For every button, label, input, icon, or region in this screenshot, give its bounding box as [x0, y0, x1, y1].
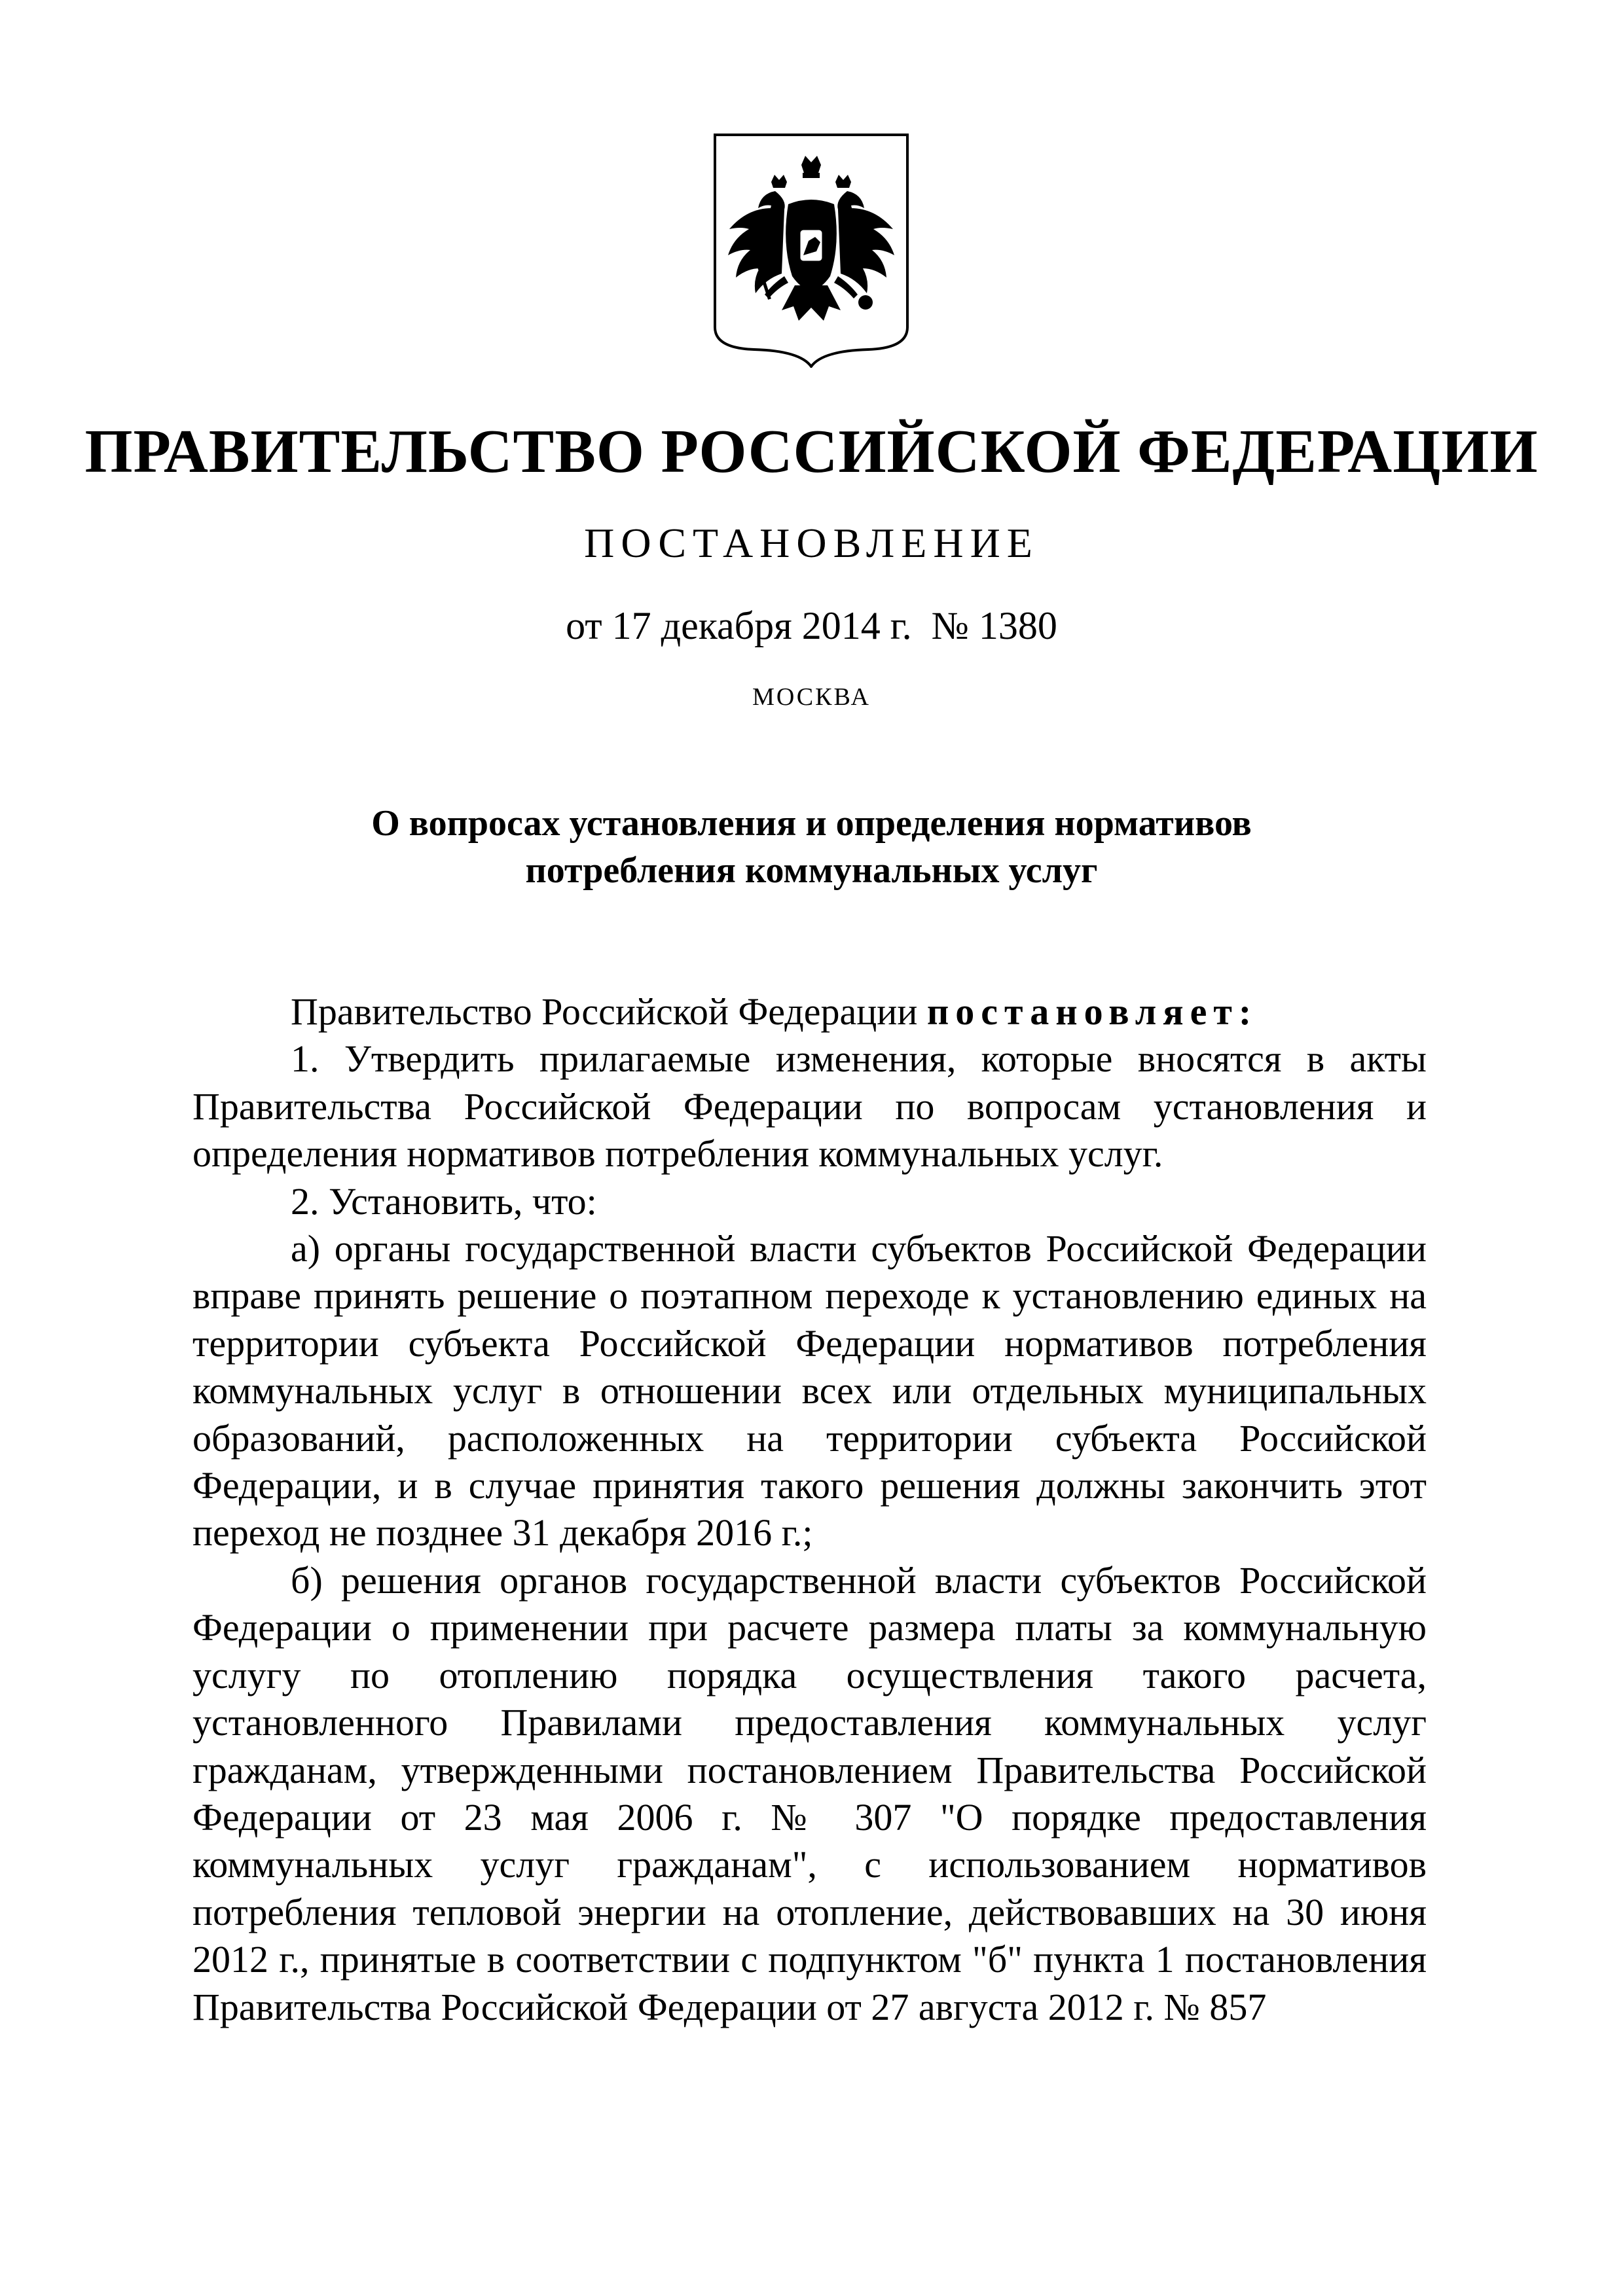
document-title	[0, 800, 1623, 894]
document-title-line-2: потребления коммунальных услуг	[525, 850, 1098, 891]
decree-date: от 17 декабря 2014 г.	[566, 604, 912, 647]
paragraph-2b: б) решения органов государственной власти субъектов Российской Федерации о применении при расчете размера платы за коммунальную услугу по отоплению порядка осуществления такого расчета, установленного Правилами предоставления коммунальных услуг гражданам, утвержденными постановлением Правительства Российской Федерации от 23 мая 2006 г. № 307 "О порядке предоставления коммунальных услуг гражданам", с использованием нормативов потребления тепловой энергии на отопление, действовавших на 30 июня 2012 г., принятые в соответствии с подпунктом "б" пункта 1 постановления Правительства Российской Федерации от 27 августа 2012 г. № 857	[192, 1558, 1427, 2028]
date-line	[0, 601, 1623, 651]
intro-subject: Правительство Российской Федерации	[291, 990, 918, 1033]
document-title-line-1: О вопросах установления и определения нормативов	[371, 803, 1252, 844]
organization-title: ПРАВИТЕЛЬСТВО РОССИЙСКОЙ ФЕДЕРАЦИИ	[84, 418, 1539, 486]
decree-number: № 1380	[931, 604, 1057, 647]
intro-verb: постановляет:	[926, 990, 1258, 1033]
coat-of-arms	[711, 131, 911, 368]
russian-coat-of-arms-icon	[711, 131, 911, 368]
document-body	[192, 988, 1427, 2031]
document-type: ПОСТАНОВЛЕНИЕ	[584, 520, 1039, 566]
paragraph-1: 1. Утвердить прилагаемые изменения, которые вносятся в акты Правительства Российской Федерации по вопросам установления и определения нормативов потребления коммунальных услуг.	[192, 1037, 1427, 1175]
intro-paragraph	[192, 988, 1427, 1035]
paragraph-2: 2. Установить, что:	[291, 1179, 597, 1223]
paragraph-2a: а) органы государственной власти субъектов Российской Федерации вправе принять решение о поэтапном переходе к установлению единых на территории субъекта Российской Федерации нормативов потребления коммунальных услуг в отношении всех или отдельных муниципальных образований, расположенных на территории субъекта Российской Федерации, и в случае принятия такого решения должны закончить этот переход не позднее 31 декабря 2016 г.;	[192, 1227, 1427, 1554]
city: МОСКВА	[752, 683, 871, 711]
